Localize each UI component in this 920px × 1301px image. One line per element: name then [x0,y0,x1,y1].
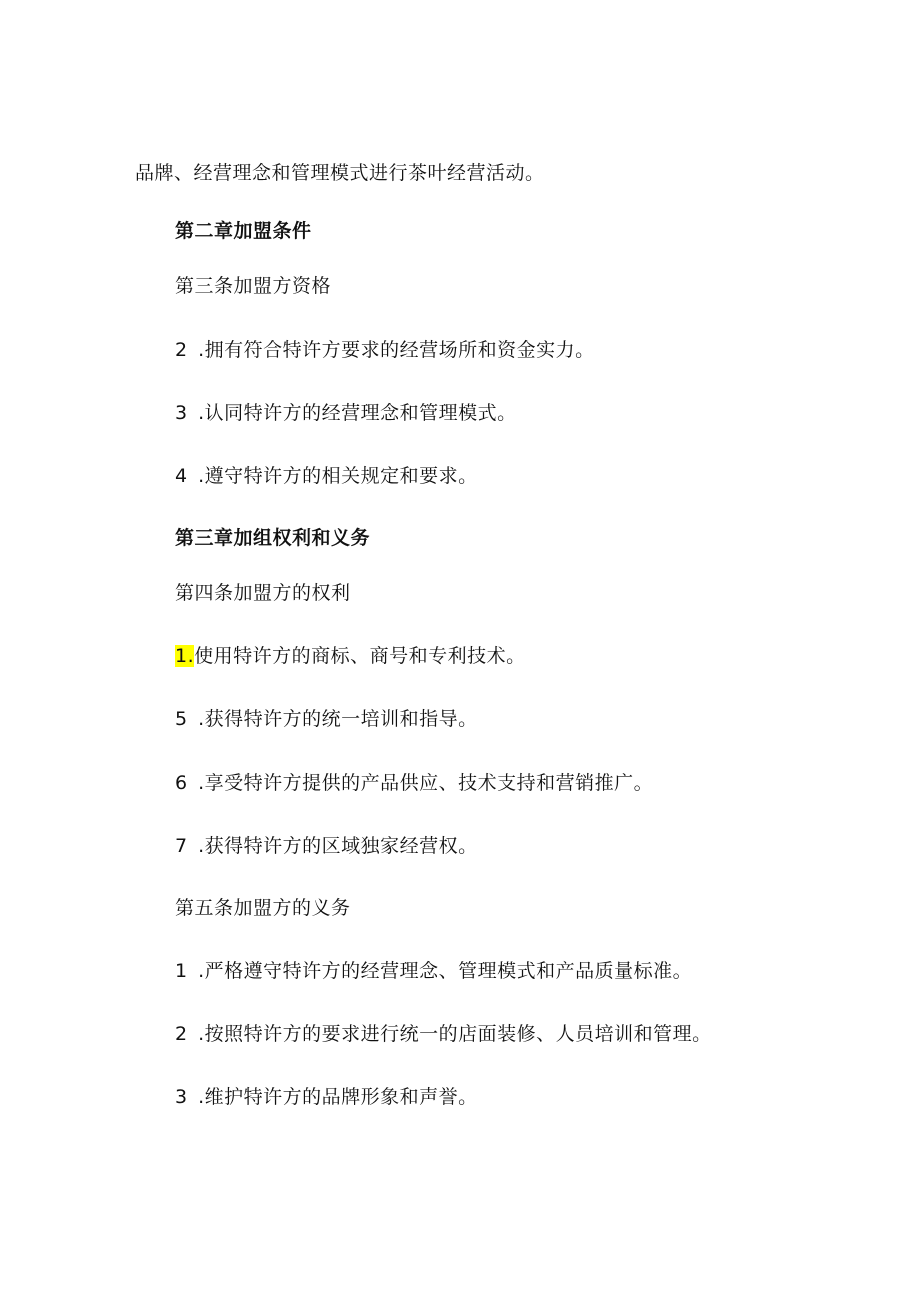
list-item [175,463,478,489]
chapter-title: 第二章加盟条件 [175,220,312,242]
list-number: 3 [175,1086,188,1108]
article-heading-5 [175,895,351,921]
list-number: 2 [175,1023,188,1045]
article-title: 第四条加盟方的权利 [175,582,351,604]
list-item [175,337,595,363]
list-item [175,643,526,669]
list-text: .维护特许方的品牌形象和声誉。 [198,1086,478,1108]
list-text: 使用特许方的商标、商号和专利技术。 [194,645,526,667]
list-number: 5 [175,708,188,730]
paragraph-text: 品牌、经营理念和管理模式进行茶叶经营活动。 [135,162,545,184]
list-number: 2 [175,339,188,361]
article-title: 第三条加盟方资格 [175,275,332,297]
list-number: 1 [175,960,188,982]
list-number: 3 [175,402,188,424]
list-item [175,958,692,984]
paragraph-continuation [135,160,545,186]
list-text: .享受特许方提供的产品供应、技术支持和营销推广。 [198,772,654,794]
list-text: .获得特许方的区域独家经营权。 [198,835,478,857]
list-item [175,770,653,796]
list-text: .遵守特许方的相关规定和要求。 [198,465,478,487]
list-text: .认同特许方的经营理念和管理模式。 [198,402,517,424]
list-item [175,400,517,426]
list-item [175,833,478,859]
article-title: 第五条加盟方的义务 [175,897,351,919]
chapter-heading-3 [175,525,370,551]
list-item [175,1084,478,1110]
list-item [175,1021,712,1047]
chapter-heading-2 [175,218,312,244]
list-text: .获得特许方的统一培训和指导。 [198,708,478,730]
list-item [175,706,478,732]
list-text: .按照特许方的要求进行统一的店面装修、人员培训和管理。 [198,1023,712,1045]
list-number: 6 [175,772,188,794]
article-heading-4 [175,580,351,606]
highlighted-list-number: 1. [175,645,195,667]
chapter-title: 第三章加组权利和义务 [175,527,371,549]
article-heading-3 [175,273,331,299]
list-text: .拥有符合特许方要求的经营场所和资金实力。 [198,339,595,361]
list-text: .严格遵守特许方的经营理念、管理模式和产品质量标准。 [198,960,693,982]
list-number: 4 [175,465,188,487]
list-number: 7 [175,835,188,857]
